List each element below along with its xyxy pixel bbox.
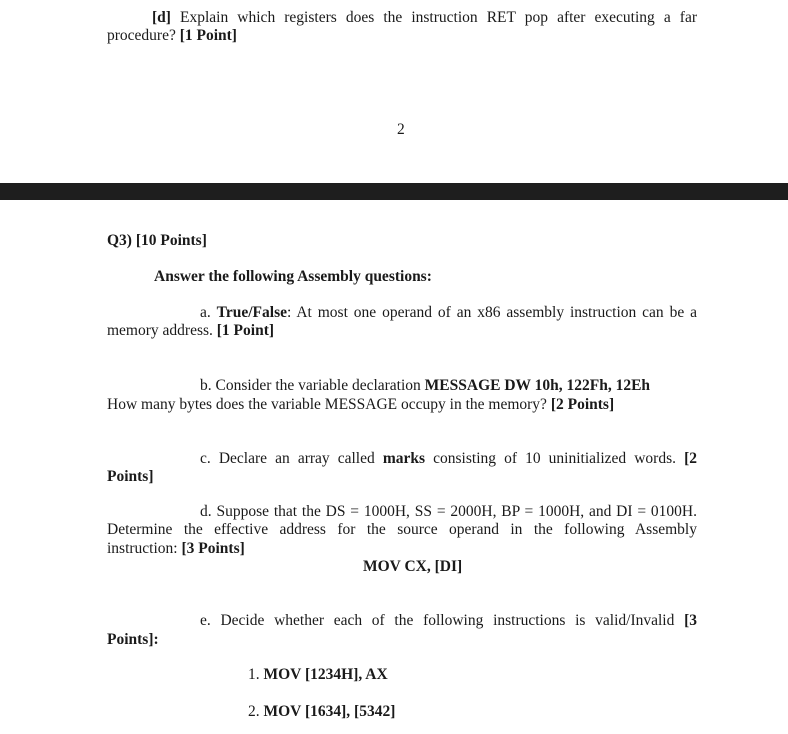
question-a-text: : At most one operand of an x86 assembly instruction can be a <box>286 304 697 321</box>
question-a-label: True/False <box>216 304 287 321</box>
question-a-points: [1 Point] <box>216 322 275 339</box>
question-c-keyword: marks <box>382 450 426 467</box>
question-c-line <box>200 450 697 467</box>
question-e-points-end: Points]: <box>107 631 159 648</box>
question-a-line <box>200 304 697 321</box>
question-b-text-cont: How many bytes does the variable MESSAGE occupy in the memory? <box>107 396 547 413</box>
question-b-points: [2 Points] <box>550 396 615 413</box>
question-c-line-2 <box>107 468 154 485</box>
question-e-points-start: [3 <box>684 612 698 629</box>
question-d-points: [1 Point] <box>179 27 237 44</box>
question-d-text-cont: procedure? <box>107 27 176 44</box>
question-d2-text-cont2: instruction: <box>107 540 178 557</box>
question-b-prefix: b. Consider the variable declaration <box>200 377 421 394</box>
question-d-line <box>152 9 697 26</box>
question-a-prefix: a. <box>200 304 211 321</box>
q3-instruction: Answer the following Assembly questions: <box>154 268 432 285</box>
page-number: 2 <box>397 121 405 138</box>
list-item-code: MOV [1634], [5342] <box>263 703 396 720</box>
question-c-prefix: c. Declare an array called <box>200 450 375 467</box>
question-d2-line-3 <box>107 540 245 557</box>
question-b-declaration: MESSAGE DW 10h, 122Fh, 12Eh <box>424 377 651 394</box>
question-b-line-2 <box>107 396 614 413</box>
question-d2-line: d. Suppose that the DS = 1000H, SS = 2000H, BP = 1000H, and DI = 0100H. <box>200 503 697 520</box>
question-e-text: e. Decide whether each of the following instructions is valid/Invalid <box>200 612 675 629</box>
question-e-line <box>200 612 697 629</box>
question-d2-code: MOV CX, [DI] <box>363 558 463 575</box>
list-item <box>248 666 388 683</box>
question-d-text: Explain which registers does the instruction RET pop after executing a far <box>180 9 698 26</box>
question-d2-points: [3 Points] <box>181 540 245 557</box>
question-d-line-2 <box>107 27 237 44</box>
question-a-text-cont: memory address. <box>107 322 213 339</box>
question-d2-line-2: Determine the effective address for the source operand in the following Assembly <box>107 521 697 538</box>
question-c-points-start: [2 <box>684 450 698 467</box>
question-a-line-2 <box>107 322 274 339</box>
question-c-text: consisting of 10 uninitialized words. <box>433 450 677 467</box>
question-b-line <box>200 377 650 394</box>
question-e-line-2 <box>107 631 159 648</box>
question-c-points-end: Points] <box>107 468 154 485</box>
list-item-code: MOV [1234H], AX <box>263 666 388 683</box>
page-break-divider <box>0 183 788 200</box>
list-item <box>248 703 395 720</box>
list-item-number: 1. <box>248 666 260 683</box>
list-item-number: 2. <box>248 703 260 720</box>
question-d-label: [d] <box>152 9 171 26</box>
q3-heading: Q3) [10 Points] <box>107 232 207 249</box>
